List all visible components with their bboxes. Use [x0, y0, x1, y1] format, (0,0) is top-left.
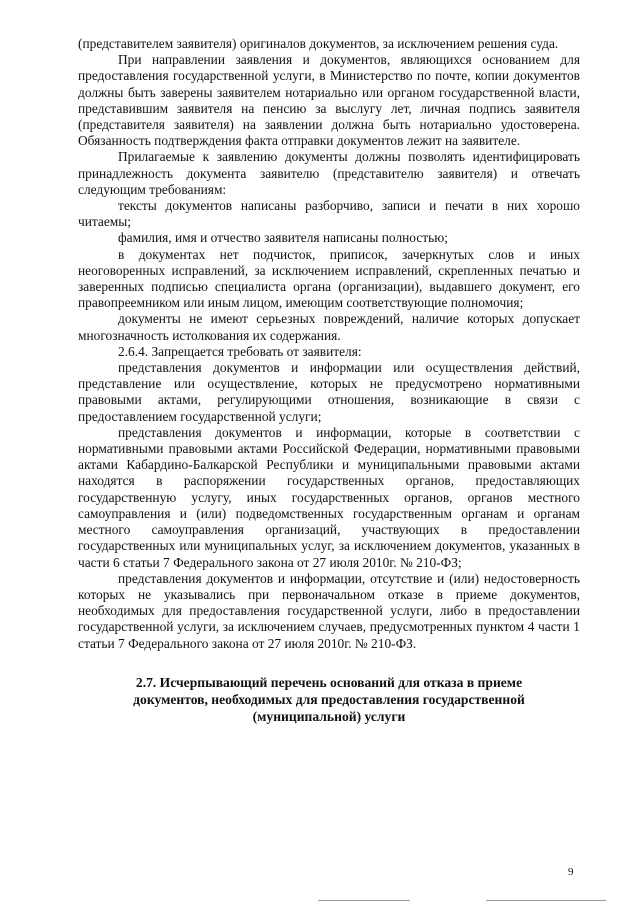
page-number: 9: [568, 866, 574, 878]
paragraph: При направлении заявления и документов, являющихся основанием для предоставления государственной услуги, в Министерство по почте, копии документов должны быть заверены заявителем нотариально или органом государственной власти, представившим заявителя на пенсию за выслугу лет, личная подпись заявителя (представителя заявителя) на заявлении должна быть нотариально удостоверена. Обязанность подтверждения факта отправки документов лежит на заявителе.: [78, 52, 580, 149]
document-page: [78, 36, 580, 725]
paragraph: представления документов и информации, отсутствие и (или) недостоверность которых не указывались при первоначальном отказе в приеме документов, необходимых для предоставления государственной услуги, либо в предоставлении государственной услуги, за исключением случаев, предусмотренных пунктом 4 части 1 статьи 7 Федерального закона от 27 июля 2010г. № 210-ФЗ.: [78, 570, 580, 651]
paragraph: (представителем заявителя) оригиналов документов, за исключением решения суда.: [78, 36, 559, 51]
paragraph: 2.6.4. Запрещается требовать от заявителя:: [118, 343, 362, 359]
paragraph: представления документов и информации, которые в соответствии с нормативными правовыми актами Российской Федерации, нормативными правовыми актами Кабардино-Балкарской Республики и муниципальными правовыми актами находятся в распоряжении государственных органов, предоставляющих государственную услугу, иных государственных органов, органов местного самоуправления и (или) подведомственных государственным органам и органам местного самоуправления организаций, участвующих в предоставлении государственных или муниципальных услуг, за исключением документов, указанных в части 6 статьи 7 Федерального закона от 27 июля 2010г. № 210-ФЗ;: [78, 424, 580, 570]
heading-line: 2.7. Исчерпывающий перечень оснований для отказа в приеме: [135, 674, 523, 690]
heading-line: (муниципальной) услуги: [252, 708, 406, 724]
paragraph: фамилия, имя и отчество заявителя написаны полностью;: [118, 230, 448, 246]
paragraph: представления документов и информации или осуществления действий, представление или осуществление, которых не предусмотрено нормативными правовыми актами, регулирующими отношения, возникающие в связи с предоставлением государственной услуги;: [78, 360, 580, 424]
section-heading: [78, 674, 580, 725]
scan-artifact-line: [318, 900, 410, 901]
paragraph: документы не имеют серьезных повреждений, наличие которых допускает многозначность истолкования их содержания.: [78, 311, 580, 343]
paragraph: тексты документов написаны разборчиво, записи и печати в них хорошо читаемы;: [78, 198, 580, 230]
heading-line: документов, необходимых для предоставления государственной: [133, 691, 525, 707]
scan-artifact-line: [486, 900, 606, 901]
body-text: [78, 36, 580, 652]
paragraph: Прилагаемые к заявлению документы должны позволять идентифицировать принадлежность документа заявителю (представителю заявителя) и отвечать следующим требованиям:: [78, 149, 580, 197]
paragraph: в документах нет подчисток, приписок, зачеркнутых слов и иных неоговоренных исправлений, за исключением исправлений, скрепленных печатью и заверенных подписью специалиста органа (организации), выдавшего документ, его правопреемником или иным лицом, имеющим соответствующие полномочия;: [78, 246, 580, 311]
